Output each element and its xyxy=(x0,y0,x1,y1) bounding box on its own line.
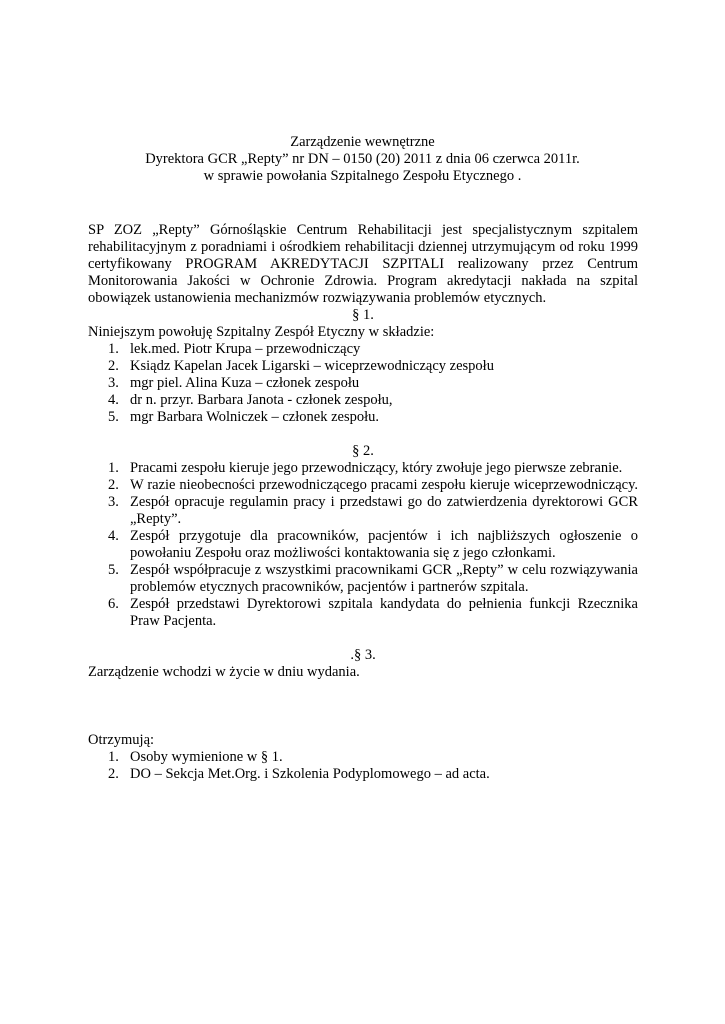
list-text: Zespół współpracuje z wszystkimi pracownikami GCR „Repty” w celu rozwiązywania problemów etycznych pracowników, pacjentów i partnerów szpitala. xyxy=(130,562,638,595)
list-item xyxy=(88,341,638,358)
list-number: 3. xyxy=(108,494,119,510)
list-text: DO – Sekcja Met.Org. i Szkolenia Podyplomowego – ad acta. xyxy=(130,766,490,782)
list-number: 6. xyxy=(108,596,119,612)
list-text: Ksiądz Kapelan Jacek Ligarski – wiceprzewodniczący zespołu xyxy=(130,358,494,374)
header-order-number: Dyrektora GCR „Repty” nr DN – 0150 (20) 2011 z dnia 06 czerwca 2011r. xyxy=(145,151,580,167)
list-text: mgr Barbara Wolniczek – członek zespołu. xyxy=(130,409,379,425)
list-text: W razie nieobecności przewodniczącego pracami zespołu kieruje wiceprzewodniczący. xyxy=(130,477,638,493)
list-item xyxy=(88,494,638,528)
list-item xyxy=(88,375,638,392)
list-item xyxy=(88,358,638,375)
list-item xyxy=(88,409,638,426)
list-text: mgr piel. Alina Kuza – członek zespołu xyxy=(130,375,360,391)
list-text: Zespół przygotuje dla pracowników, pacjentów i ich najbliższych ogłoszenie o powołaniu Zespołu oraz możliwości kontaktowania się z jego członkami. xyxy=(130,528,638,561)
list-text: Zespół opracuje regulamin pracy i przedstawi go do zatwierdzenia dyrektorowi GCR „Repty”. xyxy=(130,494,638,527)
list-text: lek.med. Piotr Krupa – przewodniczący xyxy=(130,341,361,357)
document-header xyxy=(0,134,725,185)
list-number: 1. xyxy=(108,460,119,476)
list-number: 2. xyxy=(108,766,119,782)
list-item xyxy=(88,528,638,562)
committee-member-list xyxy=(88,341,638,426)
list-item xyxy=(88,477,638,494)
list-number: 2. xyxy=(108,477,119,493)
section-2-heading: § 2. xyxy=(352,443,374,459)
section-1-heading: § 1. xyxy=(352,307,374,323)
section-3-heading: .§ 3. xyxy=(350,647,376,663)
recipients-heading: Otrzymują: xyxy=(88,732,155,748)
document-body xyxy=(88,222,638,783)
list-item xyxy=(88,766,638,783)
intro-paragraph: SP ZOZ „Repty” Górnośląskie Centrum Rehabilitacji jest specjalistycznym szpitalem rehabilitacyjnym z poradniami i ośrodkiem rehabilitacji dziennej utrzymującym od roku 1999 certyfikowany PROGRAM AKREDYTACJI SZPITALI realizowany przez Centrum Monitorowania Jakości w Ochronie Zdrowia. Program akredytacji nakłada na szpital obowiązek ustanowienia mechanizmów rozwiązywania problemów etycznych. xyxy=(88,222,638,306)
list-item xyxy=(88,562,638,596)
recipients-list xyxy=(88,749,638,783)
list-number: 2. xyxy=(108,358,119,374)
list-text: dr n. przyr. Barbara Janota - członek zespołu, xyxy=(130,392,393,408)
list-item xyxy=(88,392,638,409)
list-number: 4. xyxy=(108,528,119,544)
list-item xyxy=(88,596,638,630)
list-item xyxy=(88,460,638,477)
list-number: 5. xyxy=(108,562,119,578)
list-text: Zespół przedstawi Dyrektorowi szpitala kandydata do pełnienia funkcji Rzecznika Praw Pacjenta. xyxy=(130,596,638,629)
list-text: Pracami zespołu kieruje jego przewodniczący, który zwołuje jego pierwsze zebranie. xyxy=(130,460,623,476)
section-3-text: Zarządzenie wchodzi w życie w dniu wydania. xyxy=(88,664,360,680)
header-subject: w sprawie powołania Szpitalnego Zespołu Etycznego . xyxy=(203,168,522,184)
list-number: 1. xyxy=(108,749,119,765)
list-text: Osoby wymienione w § 1. xyxy=(130,749,283,765)
list-number: 3. xyxy=(108,375,119,391)
section-1-lead: Niniejszym powołuję Szpitalny Zespół Etyczny w składzie: xyxy=(88,324,435,340)
list-item xyxy=(88,749,638,766)
header-title: Zarządzenie wewnętrzne xyxy=(290,134,435,150)
list-number: 4. xyxy=(108,392,119,408)
list-number: 5. xyxy=(108,409,119,425)
committee-rules-list xyxy=(88,460,638,630)
list-number: 1. xyxy=(108,341,119,357)
